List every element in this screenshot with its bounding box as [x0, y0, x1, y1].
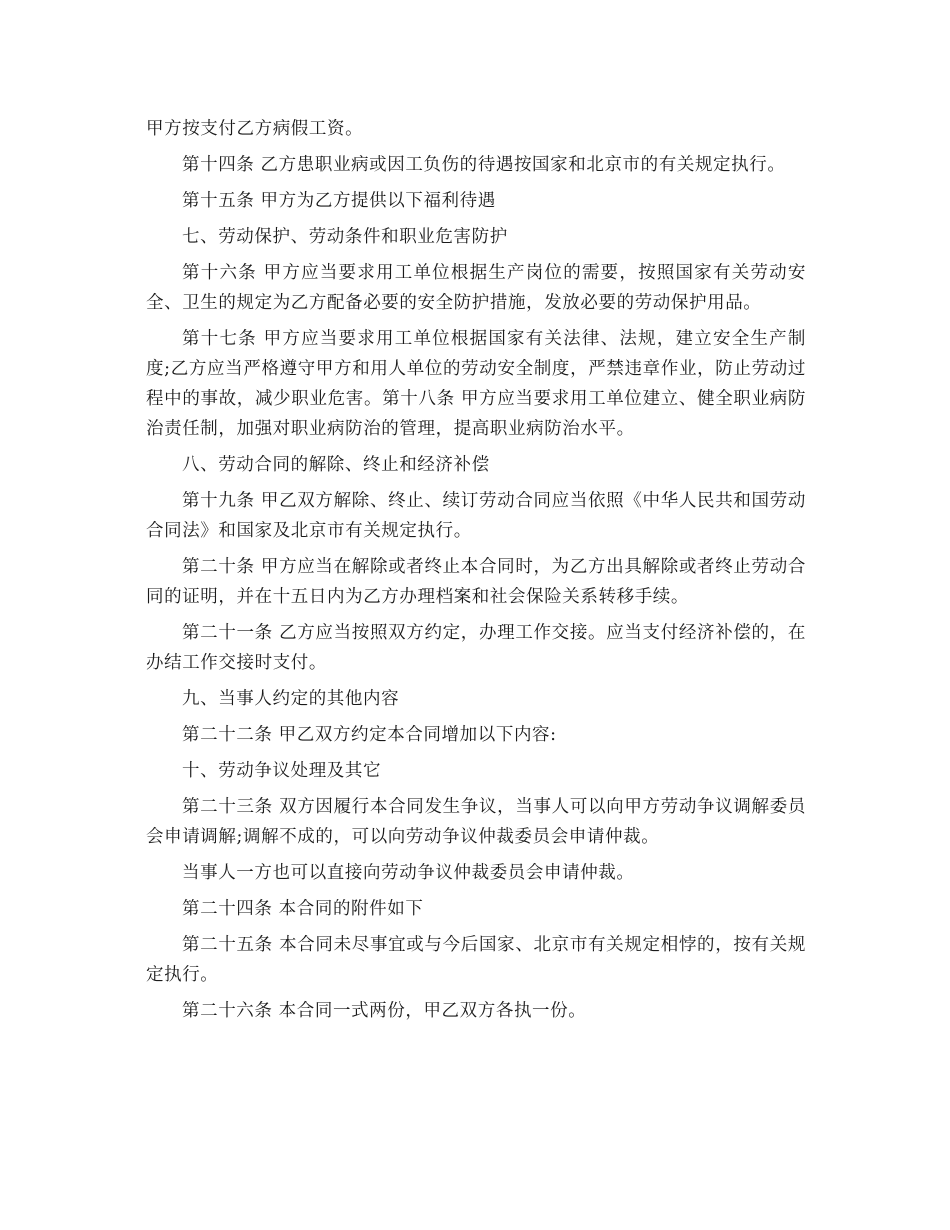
paragraph-article-16: 第十六条 甲方应当要求用工单位根据生产岗位的需要，按照国家有关劳动安全、卫生的规定为乙方配备必要的安全防护措施，发放必要的劳动保护用品。 — [146, 263, 806, 313]
paragraph-article-23: 第二十三条 双方因履行本合同发生争议，当事人可以向甲方劳动争议调解委员会申请调解;调解不成的，可以向劳动争议仲裁委员会申请仲裁。 — [146, 797, 806, 847]
paragraph-direct-arbitration: 当事人一方也可以直接向劳动争议仲裁委员会申请仲裁。 — [182, 863, 635, 883]
section-heading-7: 七、劳动保护、劳动条件和职业危害防护 — [182, 227, 508, 247]
section-heading-10: 十、劳动争议处理及其它 — [182, 761, 382, 781]
paragraph-sick-pay: 甲方按支付乙方病假工资。 — [146, 119, 364, 139]
paragraph-article-25: 第二十五条 本合同未尽事宜或与今后国家、北京市有关规定相悖的，按有关规定执行。 — [146, 935, 806, 985]
paragraph-article-17-18: 第十七条 甲方应当要求用工单位根据国家有关法律、法规，建立安全生产制度;乙方应当严格遵守甲方和用人单位的劳动安全制度，严禁违章作业，防止劳动过程中的事故，减少职业危害。第十八条 甲方应当要求用工单位建立、健全职业病防治责任制，加强对职业病防治的管理，提高职业病防治水平。 — [146, 329, 806, 439]
section-heading-9: 九、当事人约定的其他内容 — [182, 689, 400, 709]
document-body — [146, 114, 806, 1026]
paragraph-article-15: 第十五条 甲方为乙方提供以下福利待遇 — [182, 191, 496, 211]
paragraph-article-24: 第二十四条 本合同的附件如下 — [182, 899, 424, 919]
paragraph-article-14: 第十四条 乙方患职业病或因工负伤的待遇按国家和北京市的有关规定执行。 — [182, 155, 786, 175]
paragraph-article-26: 第二十六条 本合同一式两份，甲乙双方各执一份。 — [182, 1001, 587, 1021]
paragraph-article-19: 第十九条 甲乙双方解除、终止、续订劳动合同应当依照《中华人民共和国劳动合同法》和国家及北京市有关规定执行。 — [146, 491, 806, 541]
paragraph-article-22: 第二十二条 甲乙双方约定本合同增加以下内容: — [182, 725, 557, 745]
section-heading-8: 八、劳动合同的解除、终止和经济补偿 — [182, 455, 490, 475]
paragraph-article-20: 第二十条 甲方应当在解除或者终止本合同时，为乙方出具解除或者终止劳动合同的证明，并在十五日内为乙方办理档案和社会保险关系转移手续。 — [146, 557, 806, 607]
paragraph-article-21: 第二十一条 乙方应当按照双方约定，办理工作交接。应当支付经济补偿的，在办结工作交接时支付。 — [146, 623, 806, 673]
